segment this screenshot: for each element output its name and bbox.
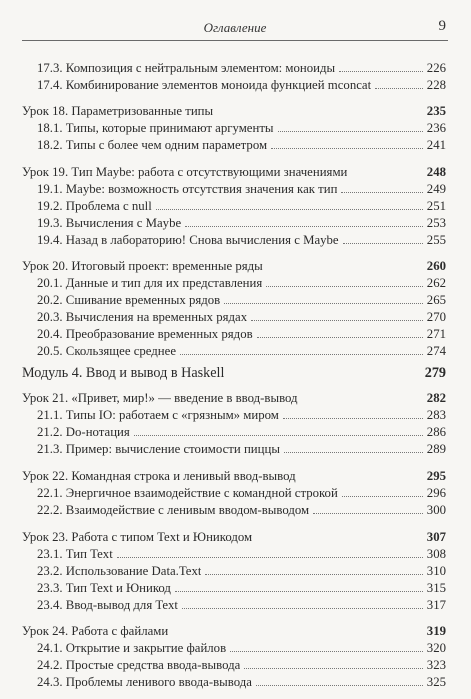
toc-section-entry [37,180,446,197]
toc-section-entry [37,484,446,501]
toc-entry-page-number: 235 [426,104,446,118]
toc-entry-title: 21.3. Пример: вычисление стоимости пиццы [37,442,280,456]
dot-leader [180,354,423,355]
running-header [22,18,448,41]
toc-entry-page-number: 308 [426,547,446,561]
toc-entry-page-number: 307 [426,530,446,544]
toc-entry-page-number: 226 [426,61,446,75]
toc-section-entry [37,214,446,231]
toc-entry-page-number: 282 [426,391,446,405]
toc-lesson-entry [22,163,446,180]
toc-entry-title: 17.3. Композиция с нейтральным элементом: моноиды [37,61,336,75]
toc-entry-title: 21.2. Do-нотация [37,425,130,439]
dot-leader [185,226,423,227]
toc-entry-page-number: 228 [426,78,446,92]
toc-entry-page-number: 251 [426,199,446,213]
toc-entry-page-number: 310 [426,564,446,578]
dot-leader [257,337,423,338]
toc-entry-page-number: 300 [426,503,446,517]
toc-lesson-entry [22,528,446,545]
toc-lesson-entry [22,622,446,639]
toc-entry-title: 20.1. Данные и тип для их представления [37,276,263,290]
dot-leader [182,608,423,609]
toc-entry-title: Урок 20. Итоговый проект: временные ряды [22,259,263,273]
toc-entry-page-number: 262 [426,276,446,290]
toc-entry-page-number: 279 [424,365,446,381]
toc-section-entry [37,342,446,359]
dot-leader [342,496,423,497]
toc-lesson-entry [22,467,446,484]
toc-entry-page-number: 265 [426,293,446,307]
toc-entry-title: 22.2. Взаимодействие с ленивым вводом-выводом [37,503,310,517]
toc-entry-page-number: 323 [426,658,446,672]
toc-section-entry [37,231,446,248]
toc-entry-page-number: 260 [426,259,446,273]
toc-section-entry [37,406,446,423]
toc-section-entry [37,579,446,596]
toc-entry-title: Урок 22. Командная строка и ленивый ввод-вывод [22,469,296,483]
toc-entry-title: Урок 23. Работа с типом Text и Юникодом [22,530,253,544]
toc-entry-title: 20.2. Сшивание временных рядов [37,293,221,307]
toc-lesson-entry [22,257,446,274]
dot-leader [117,557,423,558]
toc-entry-page-number: 248 [426,165,446,179]
dot-leader [313,513,423,514]
toc-entry-title: 23.2. Использование Data.Text [37,564,202,578]
toc-lesson-entry [22,389,446,406]
toc-entry-page-number: 317 [426,598,446,612]
toc-entry-title: Модуль 4. Ввод и вывод в Haskell [22,365,225,381]
toc-section-entry [37,76,446,93]
dot-leader [205,574,422,575]
toc-entry-title: 17.4. Комбинирование элементов моноида функцией mconcat [37,78,372,92]
toc-entry-title: Урок 24. Работа с файлами [22,624,169,638]
toc-section-entry [37,562,446,579]
dot-leader [230,651,423,652]
toc-entry-page-number: 319 [426,624,446,638]
toc-entry-title: 20.3. Вычисления на временных рядах [37,310,248,324]
toc-entry-page-number: 325 [426,675,446,689]
toc-entry-page-number: 255 [426,233,446,247]
toc-entry-title: 24.1. Открытие и закрытие файлов [37,641,227,655]
toc-entry-title: Урок 21. «Привет, мир!» — введение в ввод-вывод [22,391,298,405]
toc-entry-title: 22.1. Энергичное взаимодействие с командной строкой [37,486,338,500]
page-number: 9 [438,18,446,34]
toc-section-entry [37,197,446,214]
dot-leader [156,209,423,210]
toc-entry-page-number: 283 [426,408,446,422]
dot-leader [283,418,423,419]
toc-entry-title: 21.1. Типы IO: работаем с «грязным» миром [37,408,279,422]
dot-leader [224,303,423,304]
toc-section-entry [37,119,446,136]
running-header-title: Оглавление [203,20,267,35]
toc-entry-title: 23.4. Ввод-вывод для Text [37,598,178,612]
dot-leader [341,192,422,193]
toc-section-entry [37,440,446,457]
toc-section-entry [37,291,446,308]
toc-entry-page-number: 315 [426,581,446,595]
toc-entry-title: 23.3. Тип Text и Юникод [37,581,171,595]
toc-entry-page-number: 271 [426,327,446,341]
toc-section-entry [37,423,446,440]
dot-leader [284,452,423,453]
toc-entry-title: 18.2. Типы с более чем одним параметром [37,138,268,152]
toc-entry-page-number: 286 [426,425,446,439]
toc-entry-page-number: 274 [426,344,446,358]
toc-entry-title: Урок 19. Тип Maybe: работа с отсутствующими значениями [22,165,348,179]
toc-section-entry [37,274,446,291]
toc-entry-title: 20.5. Скользящее среднее [37,344,177,358]
toc-section-entry [37,639,446,656]
dot-leader [256,685,423,686]
toc-section-entry [37,136,446,153]
toc-entry-title: 20.4. Преобразование временных рядов [37,327,253,341]
toc-entry-title: Урок 18. Параметризованные типы [22,104,214,118]
toc-entry-page-number: 241 [426,138,446,152]
toc-entry-title: 19.3. Вычисления с Maybe [37,216,182,230]
toc-entry-page-number: 295 [426,469,446,483]
toc-entry-title: 24.2. Простые средства ввода-вывода [37,658,241,672]
toc-section-entry [37,656,446,673]
toc-entry-page-number: 270 [426,310,446,324]
toc-module-entry [22,364,446,381]
dot-leader [244,668,422,669]
toc-section-entry [37,325,446,342]
dot-leader [251,320,423,321]
toc-entry-page-number: 296 [426,486,446,500]
toc-section-entry [37,596,446,613]
toc-entry-title: 19.1. Maybe: возможность отсутствия значения как тип [37,182,338,196]
toc-entry-title: 18.1. Типы, которые принимают аргументы [37,121,274,135]
toc-entry-title: 19.2. Проблема с null [37,199,152,213]
toc-entry-title: 19.4. Назад в лабораторию! Снова вычисления с Maybe [37,233,339,247]
toc-lesson-entry [22,102,446,119]
toc-entry-page-number: 253 [426,216,446,230]
dot-leader [278,131,423,132]
dot-leader [175,591,423,592]
toc-entry-title: 24.3. Проблемы ленивого ввода-вывода [37,675,252,689]
toc-section-entry [37,673,446,690]
toc-section-entry [37,545,446,562]
dot-leader [266,286,423,287]
toc-entry-page-number: 289 [426,442,446,456]
toc-section-entry [37,308,446,325]
toc-section-entry [37,59,446,76]
toc-entry-page-number: 249 [426,182,446,196]
dot-leader [375,88,423,89]
dot-leader [343,243,423,244]
toc-entry-page-number: 320 [426,641,446,655]
dot-leader [339,71,423,72]
toc-section-entry [37,501,446,518]
dot-leader [134,435,423,436]
toc-entry-title: 23.1. Тип Text [37,547,113,561]
dot-leader [271,148,423,149]
toc-entry-page-number: 236 [426,121,446,135]
